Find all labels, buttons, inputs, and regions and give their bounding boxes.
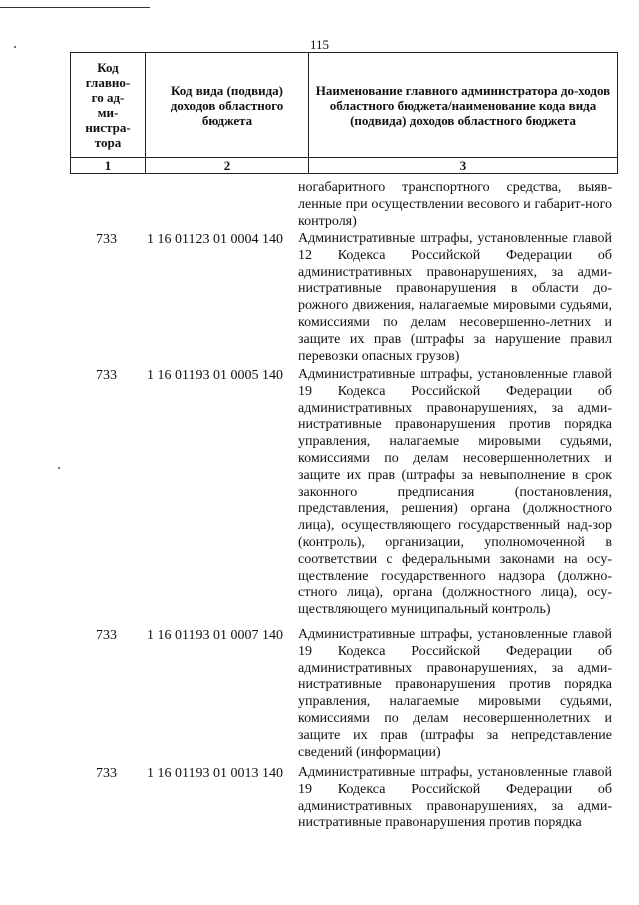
row-admin-code: 733 [96, 368, 117, 383]
header-num-2: 2 [146, 158, 309, 174]
row-description: Административные штрафы, установленные главой 19 Кодекса Российской Федерации об административных правонарушениях, за адми-нистративные правонарушения против порядка [298, 765, 612, 831]
header-col-income-code: Код вида (подвида) доходов областного бюджета [146, 53, 309, 158]
table-header [70, 52, 618, 174]
header-col-admin-code: Код главно- го ад- ми- нистра- тора [71, 53, 146, 158]
top-rule [0, 7, 150, 8]
row-admin-code: 733 [96, 766, 117, 781]
row-income-code: 1 16 01123 01 0004 140 [147, 232, 283, 247]
row-description: Административные штрафы, установленные главой 19 Кодекса Российской Федерации об административных правонарушениях, за адми-нистративные правонарушения против порядка управления, налагаемые мировыми судьями, комиссиями по делам несовершеннолетних и защите их прав (штрафы за непредставление сведений (информации) [298, 627, 612, 760]
scan-dot [58, 467, 60, 469]
row-description: Административные штрафы, установленные главой 12 Кодекса Российской Федерации об административных правонарушениях, за адми-нистративные правонарушения в области до-рожного движения, налагаемые мировыми судьями, комиссиями по делам несовершенно-летних и защите их прав (штрафы за нарушение правил перевозки опасных грузов) [298, 231, 612, 364]
row-income-code: 1 16 01193 01 0013 140 [147, 766, 283, 781]
continuation-text: ногабаритного транспортного средства, выяв-ленные при осуществлении весового и габарит-ного контроля) [298, 180, 612, 229]
row-admin-code: 733 [96, 628, 117, 643]
header-col-name: Наименование главного администратора до-ходов областного бюджета/наименование кода вида (подвида) доходов областного бюджета [309, 53, 618, 158]
row-income-code: 1 16 01193 01 0007 140 [147, 628, 283, 643]
header-num-3: 3 [309, 158, 618, 174]
header-num-1: 1 [71, 158, 146, 174]
page-number: 115 [309, 37, 330, 52]
row-description: Административные штрафы, установленные главой 19 Кодекса Российской Федерации об административных правонарушениях, за адми-нистративные правонарушения против порядка управления, налагаемые мировыми судьями, комиссиями по делам несовершеннолетних и защите их прав (штрафы за невыполнение в срок законного предписания (постановления, представления, решения) органа (должностного лица), осуществляющего государственный над-зор (контроль), организации, уполномоченной в соответствии с федеральными законами на осу-ществление государственного надзора (должно-стного лица), органа (должностного лица), осу-ществляющего муниципальный контроль) [298, 367, 612, 618]
row-income-code: 1 16 01193 01 0005 140 [147, 368, 283, 383]
row-admin-code: 733 [96, 232, 117, 247]
